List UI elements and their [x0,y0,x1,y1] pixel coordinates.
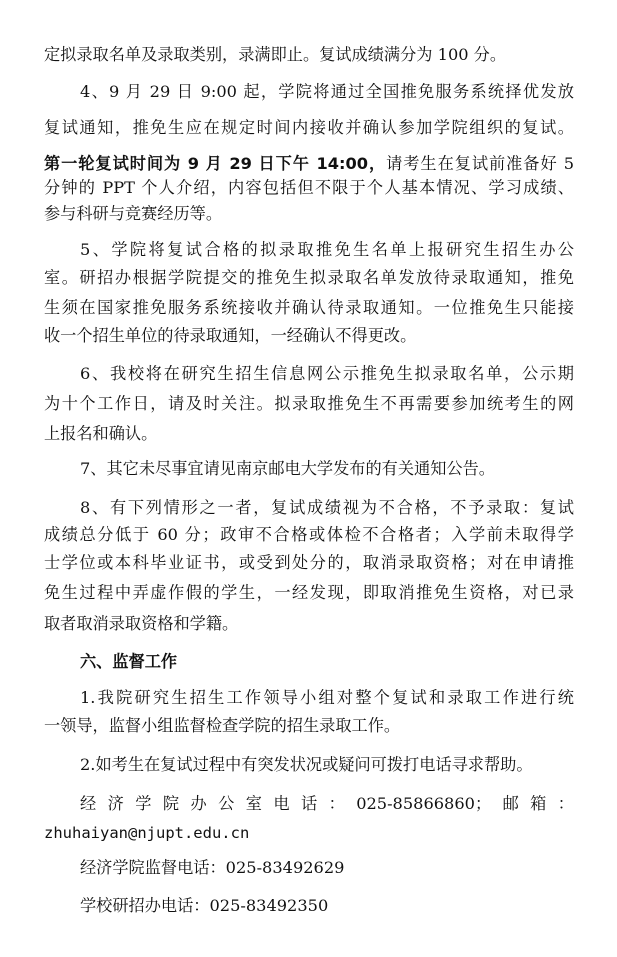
text-line: 成绩总分低于 60 分；政审不合格或体检不合格者；入学前未取得学 [44,525,574,544]
text-line: 分钟的 PPT 个人介绍，内容包括但不限于个人基本情况、学习成绩、 [44,178,574,197]
text-line [44,153,574,175]
text-line: 2.如考生在复试过程中有突发状况或疑问可拨打电话寻求帮助。 [80,755,533,774]
text-span: 请考生在复试前准备好 5 [386,154,574,173]
text-line: 7、其它未尽事宜请见南京邮电大学发布的有关通知公告。 [80,459,495,478]
text-line: 5、学院将复试合格的拟录取推免生名单上报研究生招生办公 [80,240,574,259]
text-line: 4、9 月 29 日 9:00 起，学院将通过全国推免服务系统择优发放 [80,82,574,101]
text-line: 取者取消录取资格和学籍。 [44,614,239,633]
text-line: 生须在国家推免服务系统接收并确认待录取通知。一位推免生只能接 [44,298,574,317]
text-line: 8、有下列情形之一者，复试成绩视为不合格，不予录取：复试 [80,498,574,517]
bold-text: 第一轮复试时间为 9 月 29 日下午 14:00， [44,154,387,173]
text-line: 室。研招办根据学院提交的推免生拟录取名单发放待录取通知，推免 [44,268,574,287]
text-line: 一领导，监督小组监督检查学院的招生录取工作。 [44,716,401,735]
text-line: 参与科研与竞赛经历等。 [44,204,223,223]
text-line: 复试通知，推免生应在规定时间内接收并确认参加学院组织的复试。 [44,118,574,137]
text-line: 定拟录取名单及录取类别，录满即止。复试成绩满分为 100 分。 [44,45,507,64]
office-phone-line: 经济学院办公室电话：025-85866860；邮箱： [80,794,574,813]
email-link[interactable]: zhuhaiyan@njupt.edu.cn [44,824,250,842]
text-line: 士学位或本科毕业证书，或受到处分的，取消录取资格；对在申请推 [44,553,574,572]
text-line: 免生过程中弄虚作假的学生，一经发现，即取消推免生资格，对已录 [44,583,574,602]
section-heading: 六、监督工作 [80,652,178,671]
text-line: 收一个招生单位的待录取通知，一经确认不得更改。 [44,326,417,345]
text-line: 为十个工作日，请及时关注。拟录取推免生不再需要参加统考生的网 [44,394,574,413]
text-line: 6、我校将在研究生招生信息网公示推免生拟录取名单，公示期 [80,364,574,383]
supervision-phone-line: 经济学院监督电话：025-83492629 [80,858,345,877]
text-line: 1.我院研究生招生工作领导小组对整个复试和录取工作进行统 [80,688,574,707]
admissions-phone-line: 学校研招办电话：025-83492350 [80,896,329,915]
text-line: 上报名和确认。 [44,424,158,443]
